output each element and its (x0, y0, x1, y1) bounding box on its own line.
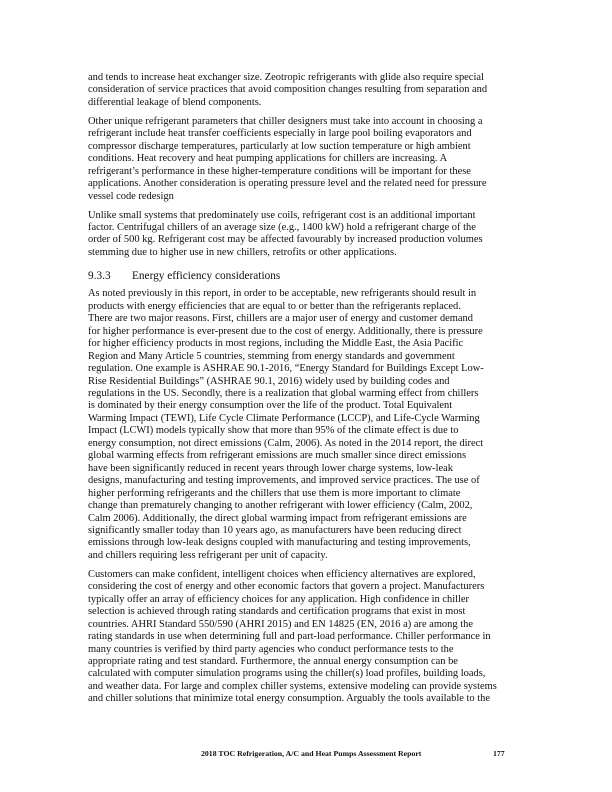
text-line: applications. Another consideration is operating pressure level and the related need for pressure (88, 178, 487, 190)
text-line: and tends to increase heat exchanger size. Zeotropic refrigerants with glide also require special (88, 72, 484, 83)
text-line: selection is achieved through rating standards and certification programs that exist in most (88, 606, 466, 618)
text-line: refrigerant’s performance in these higher-temperature conditions will be important for these (88, 165, 471, 177)
text-line: Rise Residential Buildings” (ASHRAE 90.1, 2016) widely used by building codes and (88, 375, 450, 387)
page-body (88, 72, 526, 712)
text-line: have been significantly reduced in recent years through lower charge systems, low-leak (88, 462, 453, 474)
text-line: regulation. One example is ASHRAE 90.1-2016, “Energy Standard for Buildings Except Low- (88, 363, 484, 375)
text-line: factor. Centrifugal chillers of an average size (e.g., 1400 kW) hold a refrigerant charge of the (88, 221, 476, 233)
text-line: for higher efficiency products in most regions, including the Middle East, the Asia Pacific (88, 338, 464, 350)
intro-paragraphs (88, 72, 526, 259)
text-line: higher performing refrigerants and the chillers that use them is more important to climate (88, 487, 461, 499)
text-line: change than prematurely changing to another refrigerant with lower efficiency (Calm, 2002, (88, 500, 473, 512)
section-title: Energy efficiency considerations (132, 270, 281, 283)
text-line: and chillers requiring less refrigerant per unit of capacity. (88, 549, 328, 561)
text-line: appropriate rating and test standard. Furthermore, the annual energy consumption can be (88, 655, 458, 667)
text-line: products with energy efficiencies that are equal to or better than the refrigerants replaced. (88, 300, 461, 312)
text-line: Calm 2006). Additionally, the direct global warming impact from refrigerant emissions are (88, 512, 467, 524)
paragraph (88, 116, 526, 203)
text-line: many countries is verified by third party agencies who conduct performance tests to the (88, 643, 454, 655)
text-line: vessel code redesign (88, 190, 174, 202)
text-line: designs, manufacturing and testing improvements, and improved service practices. The use of (88, 475, 480, 487)
text-line: typically offer an array of efficiency choices for any application. High confidence in chiller (88, 593, 469, 605)
text-line: emissions through low-leak designs coupled with manufacturing and testing improvements, (88, 537, 471, 549)
text-line: compressor discharge temperatures, particularly at low suction temperature or high ambient (88, 140, 471, 152)
text-line: Warming Impact (TEWI), Life Cycle Climate Performance (LCCP), and Life-Cycle Warming (88, 412, 480, 424)
text-line: consideration of service practices that avoid composition changes resulting from separation and (88, 84, 488, 96)
paragraph (88, 288, 526, 562)
page-number: 177 (493, 749, 505, 758)
text-line: refrigerant include heat transfer coefficients especially in large pool boiling evaporators and (88, 128, 472, 140)
text-line: order of 500 kg. Refrigerant cost may be affected favourably by increased production volumes (88, 234, 483, 246)
text-line: regulations in the US. Secondly, there is a realization that global warming effect from chillers (88, 387, 479, 399)
paragraph (88, 210, 526, 260)
text-line: conditions. Heat recovery and heat pumping applications for chillers are increasing. A (88, 153, 448, 165)
text-line: differential leakage of blend components. (88, 96, 262, 108)
text-line: is dominated by their energy consumption over the life of the product. Total Equivalent (88, 400, 453, 412)
text-line: significantly smaller today than 10 years ago, as manufacturers have been reducing direct (88, 524, 462, 536)
text-line: considering the cost of energy and other economic factors that govern a project. Manufacturers (88, 581, 485, 593)
text-line: for higher performance is ever-present due to the cost of energy. Additionally, there is pressure (88, 325, 483, 337)
section-paragraphs (88, 288, 526, 705)
section-heading (88, 269, 526, 283)
text-line: and chiller solutions that minimize total energy consumption. Arguably the tools available to the (88, 693, 490, 705)
text-line: Impact (LCWI) models typically show that more than 95% of the climate effect is due to (88, 425, 459, 437)
text-line: rating standards in use when determining full and part-load performance. Chiller performance in (88, 631, 491, 643)
text-line: energy consumption, not direct emissions (Calm, 2006). As noted in the 2014 report, the direct (88, 437, 484, 449)
text-line: stemming due to higher use in new chillers, retrofits or other applications. (88, 246, 397, 258)
text-line: Unlike small systems that predominately use coils, refrigerant cost is an additional important (88, 209, 476, 221)
paragraph (88, 72, 526, 109)
text-line: countries. AHRI Standard 550/590 (AHRI 2015) and EN 14825 (EN, 2016 a) are among the (88, 618, 473, 630)
text-line: There are two major reasons. First, chillers are a major user of energy and customer demand (88, 313, 473, 325)
text-line: global warming effects from refrigerant emissions are much smaller since direct emissions (88, 450, 467, 462)
text-line: Other unique refrigerant parameters that chiller designers must take into account in choosing a (88, 115, 483, 127)
paragraph (88, 569, 526, 706)
section-number: 9.3.3 (88, 270, 111, 283)
footer-report-title: 2018 TOC Refrigeration, A/C and Heat Pumps Assessment Report (201, 749, 422, 758)
text-line: calculated with computer simulation programs using the chiller(s) load profiles, building loads, (88, 668, 486, 680)
text-line: Customers can make confident, intelligent choices when efficiency alternatives are explored, (88, 568, 476, 580)
text-line: Region and Many Article 5 countries, stemming from energy standards and government (88, 350, 455, 362)
text-line: As noted previously in this report, in order to be acceptable, new refrigerants should result in (88, 288, 477, 300)
text-line: and weather data. For large and complex chiller systems, extensive modeling can provide systems (88, 680, 497, 692)
